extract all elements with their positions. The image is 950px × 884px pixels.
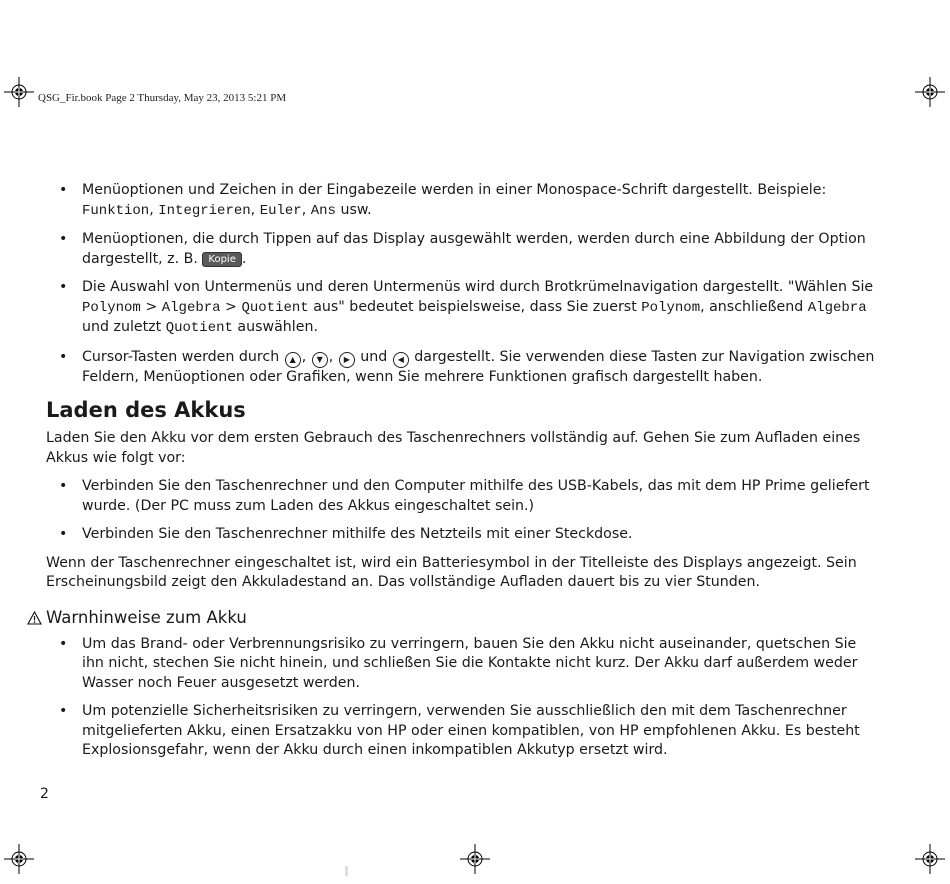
cursor-left-icon: ◀ [393, 352, 409, 368]
mono-term: Funktion [82, 202, 150, 219]
list-item: • Verbinden Sie den Taschenrechner und den Computer mithilfe des USB-Kabels, das mit dem HP Prime geliefert wurde. (Der PC muss zum Laden des Akkus eingeschaltet sein.) [46, 477, 882, 516]
list-item [46, 230, 882, 269]
cursor-down-icon: ▼ [312, 352, 328, 368]
registration-mark-top-left [4, 77, 34, 107]
text: > [140, 298, 162, 315]
text: Die Auswahl von Untermenüs und deren Untermenüs wird durch Brotkrümelnavigation dargestellt. "Wählen Sie [82, 279, 874, 295]
text: > [220, 298, 242, 315]
text: auswählen. [232, 319, 318, 335]
warnings-heading-text: Warnhinweise zum Akku [46, 607, 247, 627]
list-item: • Verbinden Sie den Taschenrechner mithilfe des Netzteils mit einer Steckdose. [46, 525, 882, 545]
bleed-mark [345, 866, 348, 876]
list-item: • Um potenzielle Sicherheitsrisiken zu verringern, verwenden Sie ausschließlich den mit dem Taschenrechner mitgelieferten Akku, einen Ersatzakku von HP oder einen kompatiblen, von HP empfohlenen Akku. Es besteht Explosionsgefahr, wenn der Akku durch einen inkompatiblen Akkutyp ersetzt wird. [46, 702, 882, 761]
text: dargestellt. Sie verwenden diese Tasten zur Navigation zwischen Feldern, Menüoptionen oder Grafiken, wenn Sie mehrere Funktionen grafisch dargestellt haben. [82, 348, 875, 385]
mono-term: Polynom [82, 299, 141, 316]
cursor-up-icon: ▲ [285, 352, 301, 368]
text: aus" bedeutet beispielsweise, dass Sie zuerst [308, 298, 642, 315]
page-number: 2 [40, 786, 49, 802]
cursor-right-icon: ▶ [339, 352, 355, 368]
mono-term: Quotient [165, 320, 233, 336]
text: , [149, 201, 159, 218]
mono-term: Quotient [241, 299, 309, 316]
charging-list [46, 477, 882, 545]
kopie-button-image: Kopie [202, 252, 241, 267]
conventions-list [46, 181, 882, 387]
text: , [301, 201, 311, 218]
registration-mark-bottom-center [460, 844, 490, 874]
mono-term: Ans [310, 202, 336, 219]
mono-term: Integrieren [158, 202, 251, 219]
text: Menüoptionen und Zeichen in der Eingabezeile werden in einer Monospace-Schrift dargestellt. Beispiele: [82, 182, 827, 198]
list-item: • Um das Brand- oder Verbrennungsrisiko zu verringern, bauen Sie den Akku nicht auseinander, quetschen Sie ihn nicht, stechen Sie nicht hinein, und schließen Sie die Kontakte nicht kurz. Der Akku darf außerdem weder Wasser noch Feuer ausgesetzt werden. [46, 635, 882, 694]
warnings-list [46, 635, 882, 761]
list-item [46, 348, 882, 388]
warnings-heading [46, 607, 882, 629]
text: , [301, 348, 311, 365]
registration-mark-bottom-right [915, 844, 945, 874]
registration-mark-top-right [915, 77, 945, 107]
print-slug: QSG_Fir.book Page 2 Thursday, May 23, 2013 5:21 PM [38, 92, 287, 104]
warning-triangle-icon [27, 609, 42, 631]
page-content [46, 181, 882, 770]
section-after: Wenn der Taschenrechner eingeschaltet ist, wird ein Batteriesymbol in der Titelleiste des Displays angezeigt. Sein Erscheinungsbild zeigt den Akkuladestand an. Das vollständige Aufladen dauert bis zu vier Stunden. [46, 554, 857, 590]
section-heading: Laden des Akkus [46, 398, 246, 422]
text: Cursor-Tasten werden durch [82, 348, 284, 365]
text: , [328, 348, 338, 365]
text: Menüoptionen, die durch Tippen auf das Display ausgewählt werden, werden durch eine Abbildung der Option dargestellt, z. B. [82, 231, 866, 267]
list-item [46, 181, 882, 221]
text: . [241, 250, 247, 267]
mono-term: Euler [259, 202, 302, 219]
text: , [250, 201, 260, 218]
text: usw. [335, 201, 372, 218]
mono-term: Algebra [161, 299, 221, 316]
registration-mark-bottom-left [4, 844, 34, 874]
text: und zuletzt [82, 319, 166, 335]
mono-term: Algebra [807, 299, 867, 316]
section-intro: Laden Sie den Akku vor dem ersten Gebrauch des Taschenrechners vollständig auf. Gehen Sie zum Aufladen eines Akkus wie folgt vor: [46, 430, 861, 466]
text: und [355, 348, 392, 365]
list-item [46, 278, 882, 339]
mono-term: Polynom [641, 299, 701, 316]
text: , anschließend [700, 298, 808, 315]
